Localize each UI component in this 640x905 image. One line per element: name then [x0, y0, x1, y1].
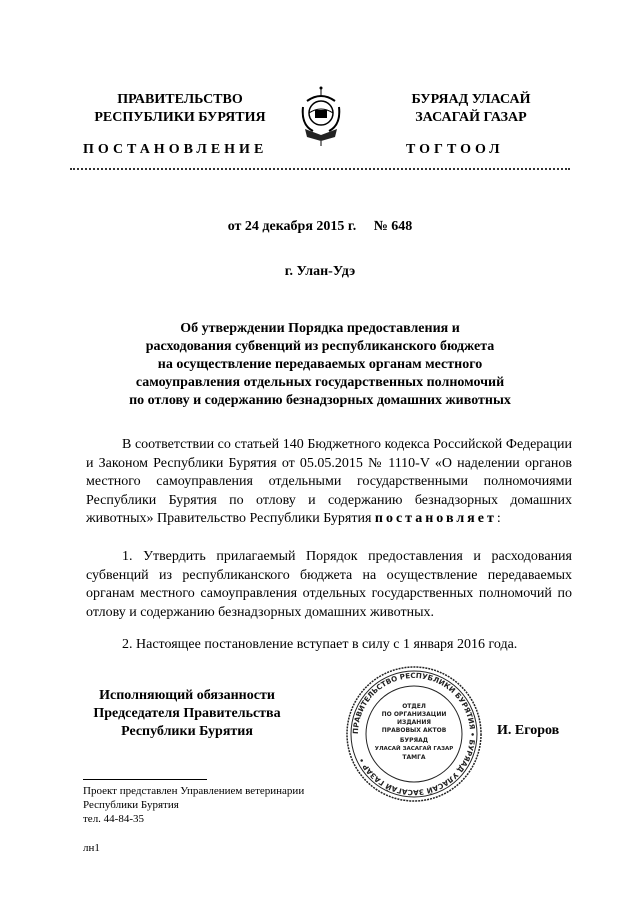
preamble-text: В соответствии со статьей 140 Бюджетного кодекса Российской Федерации и Законом Республики Бурятия от 05.05.2015 № 1110-V «О наделении органов местного самоуправления отдельными государственными полномочиями Республики Бурятия по отлову и содержанию безнадзорных домашних животных» Правительство Республики Бурятия — [86, 437, 572, 526]
header-left-line1: ПРАВИТЕЛЬСТВО — [117, 92, 243, 107]
date-number-line — [0, 219, 640, 235]
signatory-role-line: Республики Бурятия — [121, 724, 253, 739]
official-seal-stamp — [344, 664, 484, 809]
signatory-role-line: Председателя Правительства — [93, 706, 281, 721]
title-line: по отлову и содержанию безнадзорных домашних животных — [129, 393, 511, 408]
header-right-line1: БУРЯАД УЛАСАЙ — [411, 92, 531, 107]
seal-center-line: УЛАСАЙ ЗАСАГАЙ ГАЗАР — [374, 746, 454, 752]
city: г. Улан-Удэ — [284, 264, 356, 279]
preamble-resolves: постановляет — [374, 511, 497, 526]
header-right-line2: ЗАСАГАЙ ГАЗАР — [415, 110, 527, 125]
footer-note — [83, 784, 304, 826]
body-paragraph-preamble — [86, 436, 572, 529]
seal-center-line: ПО ОРГАНИЗАЦИИ — [381, 711, 447, 718]
header-left-line2: РЕСПУБЛИКИ БУРЯТИЯ — [94, 110, 266, 125]
seal-center-line: ОТДЕЛ — [402, 703, 426, 710]
svg-text:ПРАВИТЕЛЬСТВО РЕСПУБЛИКИ БУРЯТ — [351, 671, 477, 797]
header-right-block — [376, 91, 566, 127]
preamble-colon: : — [496, 511, 501, 526]
seal-center-line: ИЗДАНИЯ — [397, 719, 431, 726]
seal-center-line: ТАМГА — [402, 754, 426, 761]
header-divider — [70, 168, 570, 170]
seal-ring-text: ПРАВИТЕЛЬСТВО РЕСПУБЛИКИ БУРЯТИЯ • БУРЯАД УЛАСАЙ ЗАСАГАЙ ГАЗАР • — [350, 670, 478, 798]
body-paragraph-1: 1. Утвердить прилагаемый Порядок предоставления и расходования субвенций из республиканского бюджета на осуществление передаваемых органам местного самоуправления отдельных государственных полномочий по отлову и содержанию безнадзорных домашних животных. — [86, 549, 572, 620]
body-paragraph-2: 2. Настоящее постановление вступает в силу с 1 января 2016 года. — [122, 637, 518, 652]
footer-line: Республики Бурятия — [83, 799, 179, 811]
republic-emblem-icon — [299, 85, 343, 152]
title-line: расходования субвенций из республиканского бюджета — [145, 339, 495, 354]
seal-center-line: ПРАВОВЫХ АКТОВ — [381, 727, 447, 734]
footer-line: тел. 44-84-35 — [83, 813, 145, 825]
doc-type-left: ПОСТАНОВЛЕНИЕ — [83, 142, 268, 157]
header-left-block — [80, 91, 280, 127]
title-line: Об утверждении Порядка предоставления и — [180, 321, 460, 336]
footer-divider — [83, 779, 207, 780]
doc-type-right: ТОГТООЛ — [406, 142, 504, 157]
footer-line: Проект представлен Управлением ветеринарии — [83, 785, 305, 797]
title-line: самоуправления отдельных государственных полномочий — [135, 375, 505, 390]
document-number: № 648 — [373, 219, 413, 234]
document-title — [120, 320, 520, 410]
document-code: лн1 — [83, 842, 100, 854]
seal-center-line: БУРЯАД — [399, 737, 429, 744]
signatory-name: И. Егоров — [497, 723, 560, 738]
signatory-role — [82, 687, 292, 741]
signatory-role-line: Исполняющий обязанности — [99, 688, 275, 703]
document-date: от 24 декабря 2015 г. — [227, 219, 357, 234]
title-line: на осуществление передаваемых органам местного — [157, 357, 483, 372]
